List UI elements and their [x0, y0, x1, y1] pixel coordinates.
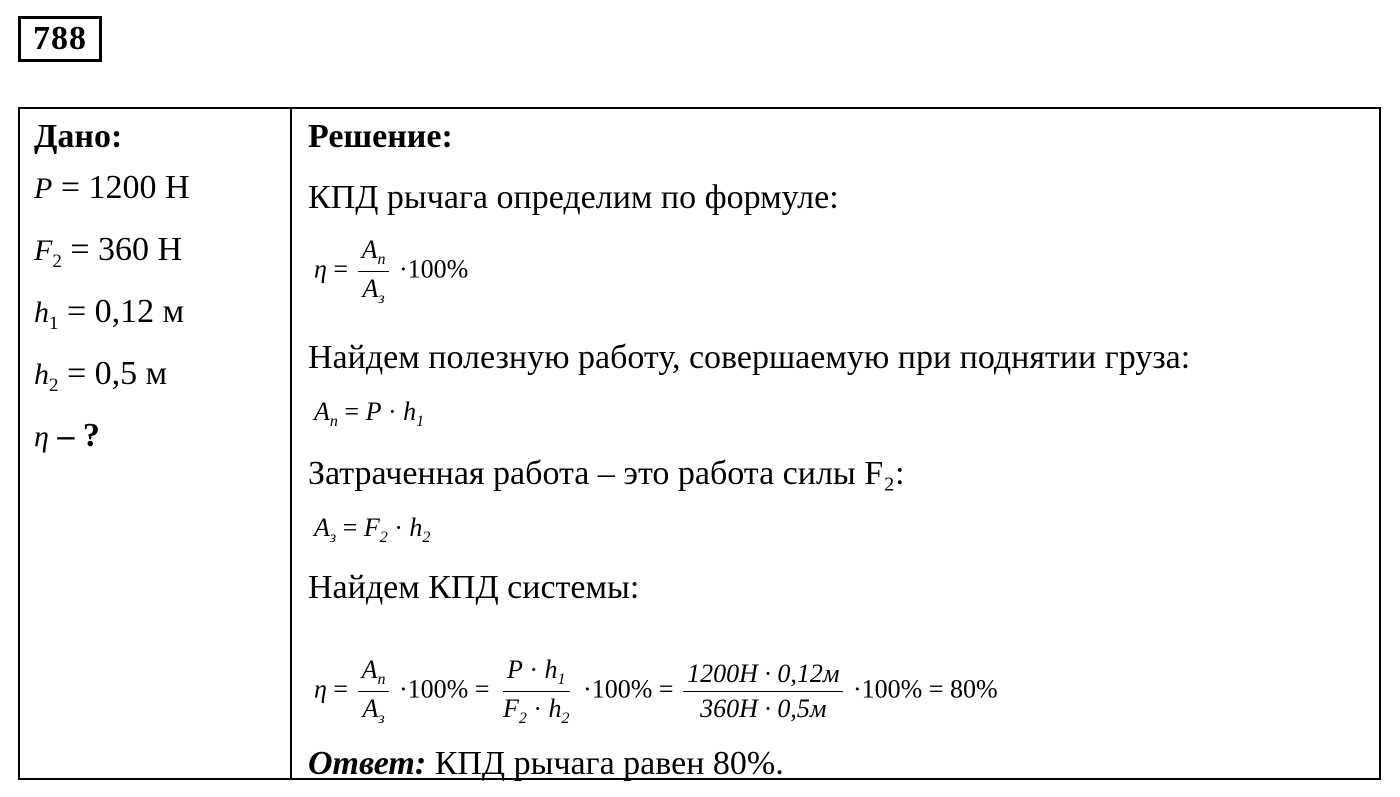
formula-sub: п: [377, 251, 386, 268]
unknown-question: ?: [82, 417, 100, 454]
formula-F: F: [502, 694, 519, 723]
fraction-denominator-values: 360H · 0,5м: [700, 694, 827, 723]
formula-percent: 100%: [407, 254, 469, 284]
formula-sub: 2: [379, 529, 388, 546]
given-value: = 0,12 м: [67, 293, 185, 330]
given-var: F: [34, 234, 53, 267]
formula-percent: 100%: [407, 674, 469, 704]
answer-line: [308, 745, 784, 783]
solution-line-2: Найдем полезную работу, совершаемую при поднятии груза:: [308, 339, 1191, 376]
formula-sub: з: [329, 529, 337, 546]
given-sub: 2: [52, 251, 62, 272]
formula-eq: =: [342, 513, 358, 542]
formula-eq: =: [333, 674, 349, 704]
given-value: = 1200 Н: [60, 169, 190, 206]
fraction-denominator: [358, 692, 388, 728]
given-column: [34, 117, 284, 467]
solution-line-4: Найдем КПД системы:: [308, 569, 640, 606]
fraction: [358, 655, 390, 728]
fraction: [358, 235, 390, 308]
given-item-h1: [34, 281, 284, 343]
formula-times: ·: [398, 674, 408, 704]
fraction-numerator: [358, 655, 390, 692]
formula-eq: =: [344, 397, 360, 426]
column-divider: [290, 109, 292, 778]
formula-sub: 1: [416, 413, 425, 430]
fraction-numerator: [358, 235, 390, 272]
solution-line-1: КПД рычага определим по формуле:: [308, 179, 839, 216]
formula-sub: з: [378, 290, 385, 307]
formula-sub: 1: [557, 671, 566, 688]
formula-A: A: [362, 694, 379, 723]
formula-sub: 2: [518, 710, 527, 727]
formula-eq: =: [658, 674, 674, 704]
formula-h: h: [548, 694, 562, 723]
formula-sub: п: [377, 671, 386, 688]
given-var: h: [34, 358, 49, 391]
given-unknown: [34, 405, 284, 467]
formula-eq: =: [928, 674, 944, 704]
formula-h: h: [409, 513, 423, 542]
given-sub: 1: [49, 313, 59, 334]
formula-percent: 100%: [591, 674, 653, 704]
formula-h: h: [403, 397, 417, 426]
given-item-P: [34, 157, 284, 219]
formula-percent: 100%: [861, 674, 923, 704]
formula-times: ·: [529, 655, 539, 684]
formula-eta: η: [314, 254, 327, 284]
formula-sub: 2: [561, 710, 570, 727]
formula-P: P: [506, 655, 523, 684]
formula-eq: =: [333, 254, 349, 284]
solution-table: [18, 107, 1381, 780]
formula-h: h: [544, 655, 558, 684]
fraction-denominator: [499, 692, 574, 728]
given-var: h: [34, 296, 49, 329]
given-title: Дано:: [34, 118, 123, 155]
formula-P: P: [365, 397, 382, 426]
formula-A: A: [314, 397, 330, 426]
fraction-numerator: [503, 655, 570, 692]
formula-A: A: [314, 513, 330, 542]
given-var: P: [34, 172, 53, 205]
formula-A: A: [361, 235, 378, 264]
formula-times: ·: [398, 254, 408, 284]
given-sub: 2: [49, 375, 59, 396]
fraction: [683, 659, 843, 724]
formula-result: 80%: [949, 674, 998, 704]
answer-text: КПД рычага равен 80%.: [434, 745, 784, 782]
formula-times: ·: [387, 397, 397, 426]
unknown-var: η: [34, 420, 49, 453]
fraction: [499, 655, 574, 728]
given-value: = 360 Н: [70, 231, 183, 268]
formula-sub: п: [329, 413, 338, 430]
formula-efficiency: [314, 235, 468, 308]
given-item-F2: [34, 219, 284, 281]
fraction-denominator: [358, 272, 388, 308]
formula-times: ·: [533, 694, 543, 723]
unknown-dash: –: [57, 417, 75, 454]
formula-times: ·: [394, 513, 403, 542]
solution-line-3: Затраченная работа – это работа силы F₂:: [308, 455, 905, 492]
formula-A: A: [361, 655, 378, 684]
formula-useful-work: [314, 397, 425, 430]
formula-times: ·: [583, 674, 592, 704]
solution-title: Решение:: [308, 118, 453, 155]
formula-final: [314, 655, 998, 728]
formula-sub: 2: [422, 529, 431, 546]
given-value: = 0,5 м: [67, 355, 168, 392]
formula-spent-work: [314, 513, 431, 546]
answer-label: Ответ:: [308, 745, 427, 782]
given-item-h2: [34, 343, 284, 405]
formula-eq: =: [474, 674, 490, 704]
formula-F: F: [363, 513, 380, 542]
fraction-numerator-values: 1200H · 0,12м: [683, 659, 843, 692]
formula-A: A: [362, 274, 379, 303]
problem-number: 788: [18, 16, 102, 62]
formula-eta: η: [314, 674, 327, 704]
formula-sub: з: [378, 710, 385, 727]
formula-times: ·: [852, 674, 862, 704]
